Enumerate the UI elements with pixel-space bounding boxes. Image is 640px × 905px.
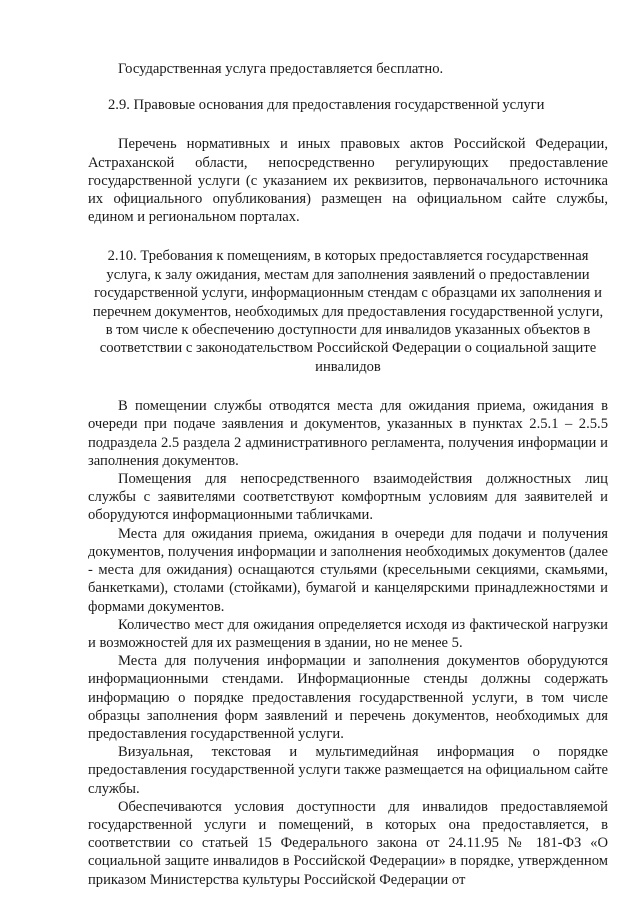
paragraph-multimedia-info: Визуальная, текстовая и мультимедийная информация о порядке предоставления государственной услуги также размещается на официальном сайте службы. (88, 744, 608, 797)
paragraph-waiting-equipment: Места для ожидания приема, ожидания в очереди для подачи и получения документов, получения информации и заполнения необходимых документов (далее - места для ожидания) оснащаются стульями (кресельными секциями, скамьями, банкетками), столами (стойками), бумагой и канцелярскими принадлежностями и формами документов. (88, 525, 608, 615)
document-page (88, 60, 608, 889)
free-service-line: Государственная услуга предоставляется бесплатно. (118, 61, 444, 77)
section-2-9-heading: 2.9. Правовые основания для предоставления государственной услуги (108, 97, 545, 114)
section-2-10-heading: 2.10. Требования к помещениям, в которых предоставляется государственная услуга, к залу ожидания, местам для заполнения заявлений о предоставлении государственной услуги, информационным стендам с образцами их заполнения и перечнем документов, необходимых для предоставления государственной услуги, в том числе к обеспечению доступности для инвалидов указанных объектов в соответствии с законодательством Российской Федерации о социальной защите инвалидов (92, 248, 604, 375)
section-2-9-paragraph: Перечень нормативных и иных правовых актов Российской Федерации, Астраханской области, непосредственно регулирующих предоставление государственной услуги (с указанием их реквизитов, первоначального источника их официального опубликования) размещен на официальном сайте службы, едином и региональном порталах. (88, 136, 608, 226)
paragraph-accessibility: Обеспечиваются условия доступности для инвалидов предоставляемой государственной услуги и помещений, в которых она предоставляется, в соответствии со статьей 15 Федерального закона от 24.11.95 № 181-ФЗ «О социальной защите инвалидов в Российской Федерации» в порядке, утвержденном приказом Министерства культуры Российской Федерации от (88, 798, 608, 888)
paragraph-seat-count: Количество мест для ожидания определяется исходя из фактической нагрузки и возможностей для их размещения в здании, но не менее 5. (88, 616, 608, 651)
paragraph-waiting-places: В помещении службы отводятся места для ожидания приема, ожидания в очереди при подаче заявления и документов, указанных в пунктах 2.5.1 – 2.5.5 подраздела 2.5 раздела 2 административного регламента, получения информации и заполнения документов. (88, 398, 608, 469)
paragraph-rooms-interaction: Помещения для непосредственного взаимодействия должностных лиц службы с заявителями соответствуют комфортным условиям для заявителей и оборудуются информационными табличками. (88, 471, 608, 524)
paragraph-info-stands: Места для получения информации и заполнения документов оборудуются информационными стендами. Информационные стенды должны содержать информацию о порядке предоставления государственной услуги, в том числе образцы заполнения форм заявлений и перечень документов, необходимых для предоставления государственной услуги. (88, 653, 608, 742)
